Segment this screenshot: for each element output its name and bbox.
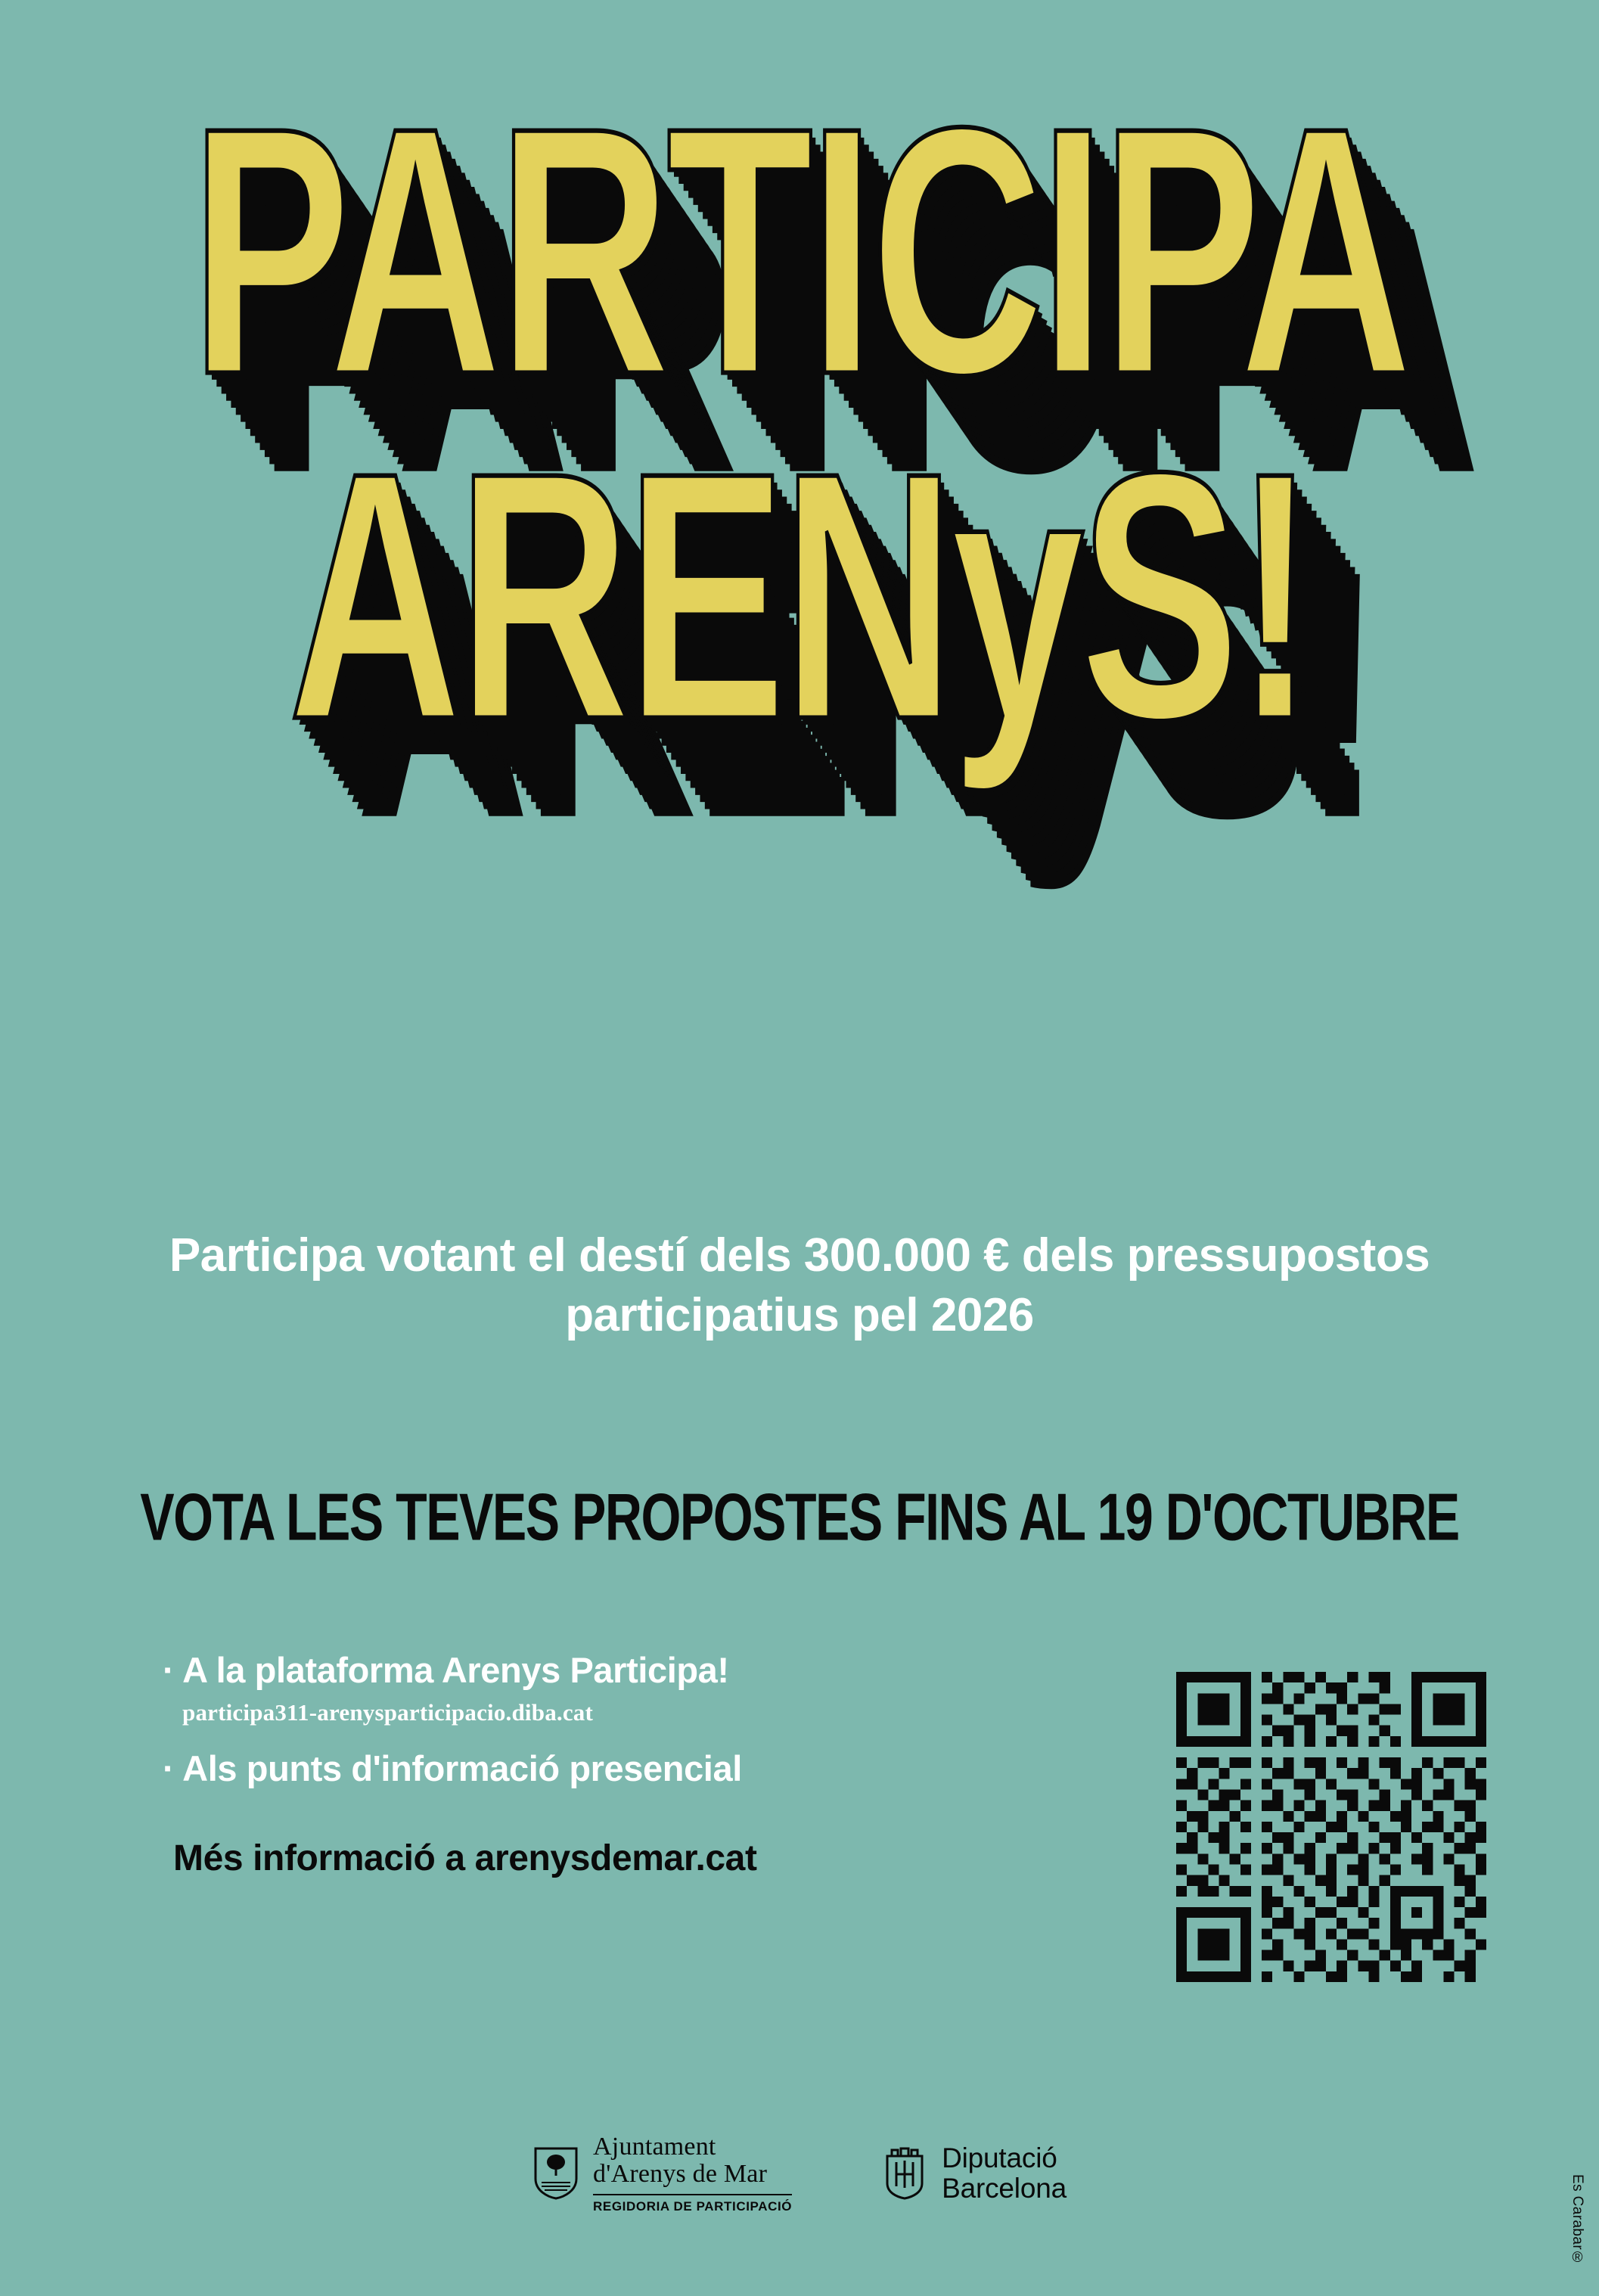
more-info-text[interactable]: Més informació a arenysdemar.cat [173, 1838, 757, 1878]
logo-ajuntament-text [593, 2133, 792, 2214]
qr-code-icon [1176, 1672, 1486, 1982]
headline-line-1: PARTICIPA [191, 53, 1408, 448]
deadline-text: VOTA LES TEVES PROPOSTES FINS AL 19 D'OCTUBRE [140, 1480, 1459, 1555]
logo-dib-line-1: Diputació [942, 2142, 1057, 2173]
logo-dib-line-2: Barcelona [942, 2173, 1067, 2204]
info-item-presencial: · Als punts d'informació presencial [163, 1748, 742, 1789]
info-block [163, 1649, 1017, 1879]
headline-line-2: ARENyS! [288, 398, 1311, 793]
coat-of-arms-icon [532, 2147, 579, 2200]
logo-diputacio-text [942, 2143, 1067, 2204]
designer-credit: Es Carabar® [1570, 2173, 1585, 2266]
platform-url[interactable]: participa311-arenysparticipacio.diba.cat [182, 1699, 594, 1726]
logo-line-2: d'Arenys de Mar [593, 2160, 768, 2189]
logo-ajuntament-arenys-de-mar [532, 2133, 792, 2214]
logo-line-1: Ajuntament [593, 2132, 716, 2161]
info-item-platform: · A la plataforma Arenys Participa! [163, 1650, 729, 1690]
qr-code[interactable] [1176, 1672, 1486, 1982]
headline [0, 53, 1599, 793]
logo-line-3: REGIDORIA DE PARTICIPACIÓ [593, 2194, 792, 2214]
subtitle: Participa votant el destí dels 300.000 € dels pressupostos participatius pel 2026 [169, 1229, 1430, 1342]
logo-diputacio-barcelona [881, 2143, 1067, 2204]
footer-logos [0, 2133, 1599, 2214]
diputacio-crest-icon [881, 2147, 928, 2200]
